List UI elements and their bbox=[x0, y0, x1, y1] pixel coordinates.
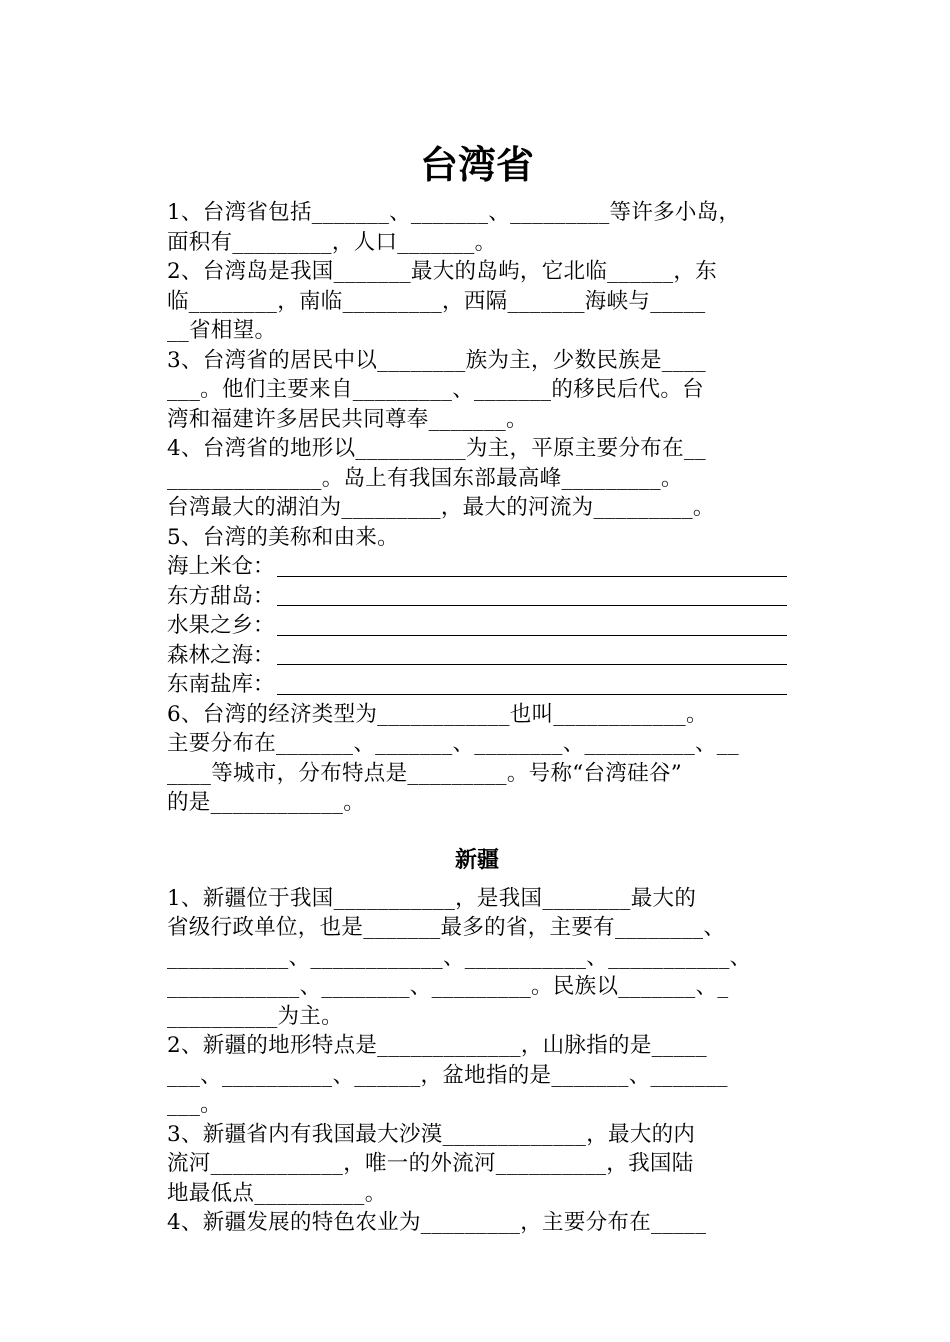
question-line: 4、新疆发展的特色农业为_________，主要分布在_____ bbox=[167, 1210, 707, 1235]
nickname-row bbox=[167, 611, 787, 641]
question-line: 1、台湾省包括_______、_______、_________等许多小岛， bbox=[167, 200, 741, 225]
nickname-row bbox=[167, 670, 787, 700]
question-line: ___。他们主要来自_________、_______的移民后代。台 bbox=[167, 377, 704, 402]
question-line: ____________、________、_________。民族以_______、_ bbox=[167, 974, 729, 999]
question-line: 地最低点__________。 bbox=[167, 1180, 387, 1206]
answer-blank[interactable] bbox=[277, 554, 787, 577]
question-line: 主要分布在_______、_______、________、__________、__ bbox=[167, 731, 739, 756]
nickname-label: 海上米仓： bbox=[167, 554, 275, 579]
question-line: 省级行政单位，也是_______最多的省，主要有________、 bbox=[167, 915, 726, 940]
answer-blank[interactable] bbox=[277, 583, 787, 606]
question-line: 1、新疆位于我国___________，是我国________最大的 bbox=[167, 885, 697, 911]
nickname-row bbox=[167, 552, 787, 582]
question-line: ______________。岛上有我国东部最高峰_________。 bbox=[167, 465, 683, 491]
section-title: 新疆 bbox=[454, 846, 499, 873]
question-line: 3、台湾省的居民中以________族为主，少数民族是____ bbox=[167, 347, 706, 373]
question-line: ____等城市，分布特点是_________。号称“台湾硅谷” bbox=[167, 760, 683, 786]
nickname-row bbox=[167, 582, 787, 612]
question-line: 湾和福建许多居民共同尊奉_______。 bbox=[167, 406, 528, 432]
nickname-label: 森林之海： bbox=[167, 642, 275, 668]
question-line: 3、新疆省内有我国最大沙漠_____________，最大的内 bbox=[167, 1121, 696, 1147]
question-line: 台湾最大的湖泊为_________，最大的河流为_________。 bbox=[167, 495, 715, 520]
worksheet-page bbox=[167, 138, 787, 1238]
answer-blank[interactable] bbox=[277, 672, 787, 695]
question-line: 6、台湾的经济类型为____________也叫____________。 bbox=[167, 701, 708, 727]
nickname-row bbox=[167, 641, 787, 671]
question-line: __省相望。 bbox=[167, 318, 277, 343]
question-line: ___、__________、______，盆地指的是_______、_______ bbox=[167, 1062, 728, 1088]
question-line: 5、台湾的美称和由来。 bbox=[167, 524, 399, 550]
nickname-label: 东方甜岛： bbox=[167, 583, 275, 609]
nickname-label: 东南盐库： bbox=[167, 672, 275, 697]
question-line: ___________、____________、___________、___________、 bbox=[167, 944, 752, 970]
xinjiang-questions bbox=[167, 884, 787, 1238]
page-title: 台湾省 bbox=[419, 142, 534, 187]
question-line: 2、新疆的地形特点是_____________，山脉指的是_____ bbox=[167, 1033, 707, 1058]
question-line: 2、台湾岛是我国_______最大的岛屿，它北临______，东 bbox=[167, 259, 718, 284]
taiwan-questions bbox=[167, 198, 787, 818]
question-line: 面积有_________，人口_______。 bbox=[167, 229, 497, 255]
nickname-label: 水果之乡： bbox=[167, 613, 275, 638]
question-line: 临________，南临_________，西隔_______海峡与_____ bbox=[167, 288, 706, 314]
question-line: 的是____________。 bbox=[167, 790, 366, 815]
question-line: 4、台湾省的地形以__________为主，平原主要分布在__ bbox=[167, 436, 706, 461]
question-line: 流河____________，唯一的外流河__________，我国陆 bbox=[167, 1151, 694, 1176]
answer-blank[interactable] bbox=[277, 642, 787, 665]
question-line: __________为主。 bbox=[167, 1003, 343, 1029]
answer-blank[interactable] bbox=[277, 613, 787, 636]
question-line: ___。 bbox=[167, 1092, 222, 1117]
